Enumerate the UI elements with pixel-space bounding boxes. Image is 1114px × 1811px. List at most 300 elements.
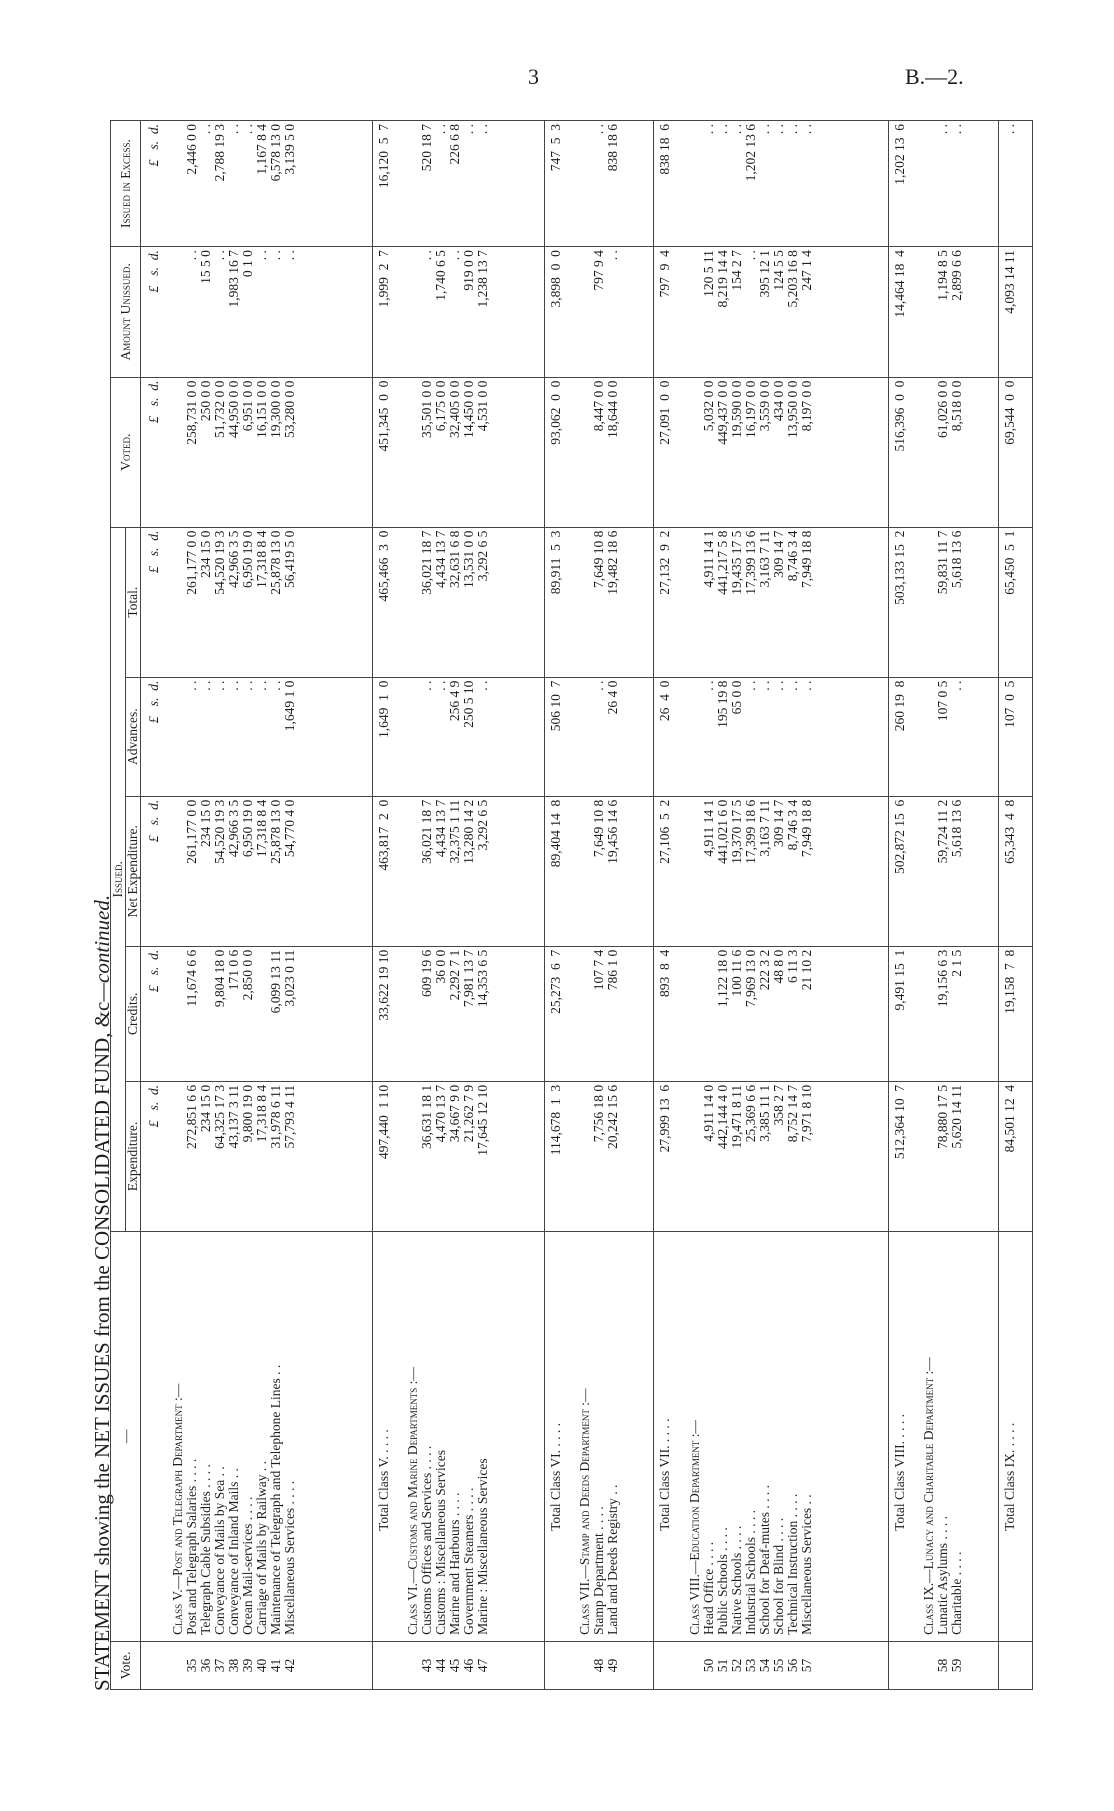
net-expenditure-value: 4,911 14 1	[700, 799, 716, 857]
credits-values	[922, 946, 998, 1081]
excess-values	[578, 121, 654, 247]
advances-value: . .	[475, 680, 491, 691]
expenditure-value: 272,851 6 6	[184, 1084, 200, 1150]
unissued-values	[922, 247, 998, 378]
item-name: Stamp Department . . . .	[591, 1506, 607, 1635]
total-values	[578, 527, 654, 677]
expenditure-value: 8,752 14 7	[784, 1084, 800, 1143]
total-vote-blank	[889, 1641, 923, 1689]
voted-value: 6,175 0 0	[433, 380, 449, 432]
total-vote-blank	[545, 1641, 579, 1689]
vote-number: 35	[184, 1658, 200, 1673]
advances-value: . .	[756, 680, 772, 691]
units-voted: £ s. d.	[141, 377, 172, 527]
item-name: Government Steamers . . . .	[461, 1487, 477, 1635]
vote-number: 56	[784, 1658, 800, 1673]
class-total-advances: 506 10 7	[545, 677, 579, 796]
excess-value: 3,139 5 0	[282, 124, 298, 175]
class-total-excess: 747 5 3	[545, 121, 579, 247]
class-total-excess: 838 18 6	[654, 121, 688, 247]
voted-value: 14,450 0 0	[461, 380, 477, 438]
header-net-expenditure: Net Expenditure.	[126, 796, 141, 946]
expenditure-value: 3,385 11 1	[756, 1084, 772, 1142]
expenditure-value: 21,262 7 9	[461, 1084, 477, 1143]
class-total-row	[889, 121, 923, 1690]
unissued-value: 919 0 0	[461, 250, 477, 291]
expenditure-value: 20,242 15 6	[605, 1084, 621, 1150]
excess-value: 6,578 13 0	[268, 124, 284, 182]
class-items	[406, 1231, 544, 1641]
class-total-credits: 33,622 19 10	[372, 946, 406, 1081]
voted-value: 19,300 0 0	[268, 380, 284, 438]
value-spacer	[688, 250, 702, 374]
value-spacer	[406, 950, 420, 1078]
advances-value: . .	[433, 680, 449, 691]
total-value: 3,163 7 11	[756, 530, 772, 588]
advances-value: . .	[784, 680, 800, 691]
unissued-value: 0 1 0	[240, 250, 256, 278]
total-value: 309 14 7	[770, 530, 786, 578]
credits-value: 48 8 0	[770, 949, 786, 984]
advances-value: . .	[254, 680, 270, 691]
voted-value: 61,026 0 0	[935, 380, 951, 438]
value-spacer	[688, 800, 702, 943]
value-spacer	[171, 124, 185, 243]
value-spacer	[922, 1085, 936, 1228]
class-total-voted: 27,091 0 0	[654, 377, 688, 527]
net-expenditure-values	[688, 796, 889, 946]
class-total-advances: 260 19 8	[889, 677, 923, 796]
net-expenditure-value: 32,375 1 11	[447, 799, 463, 864]
vote-number: 50	[700, 1658, 716, 1673]
class-total-unissued: 1,999 2 7	[372, 247, 406, 378]
advances-values	[688, 677, 889, 796]
excess-value: . .	[700, 124, 716, 135]
value-spacer	[171, 381, 185, 524]
item-name: Customs : Miscellaneous Services	[433, 1450, 449, 1635]
value-spacer	[688, 950, 702, 1078]
total-value: 17,318 8 4	[254, 530, 270, 588]
advances-value: . .	[240, 680, 256, 691]
total-value: 42,966 3 5	[226, 530, 242, 588]
value-spacer	[688, 1085, 702, 1228]
total-value: 441,217 5 8	[714, 530, 730, 595]
unissued-value: . .	[742, 250, 758, 261]
unissued-value: 15 5 0	[198, 250, 214, 284]
class-heading: Class V.—Post and Telegraph Department :—	[170, 1383, 186, 1635]
vote-numbers	[406, 1641, 544, 1689]
advances-value: 256 4 9	[447, 680, 463, 722]
vote-numbers	[688, 1641, 889, 1689]
credits-value: 14,353 6 5	[475, 949, 491, 1008]
vote-number: 52	[728, 1658, 744, 1673]
advances-values	[171, 677, 372, 796]
value-spacer	[688, 381, 702, 524]
class-total-total: 27,132 9 2	[654, 527, 688, 677]
value-spacer	[922, 124, 936, 243]
credits-values	[171, 946, 372, 1081]
net-expenditure-value: 59,724 11 2	[935, 799, 951, 864]
excess-value: 1,202 13 6	[742, 124, 758, 182]
expenditure-value: 25,369 6 6	[742, 1084, 758, 1143]
excess-value: 520 18 7	[419, 124, 435, 172]
value-spacer	[171, 681, 185, 793]
units-blank-item	[141, 1231, 172, 1641]
excess-value: . .	[949, 124, 965, 135]
total-values	[688, 527, 889, 677]
credits-value: 1,122 18 0	[714, 949, 730, 1008]
class-total-excess: 1,202 13 6	[889, 121, 923, 247]
unissued-value: 1,238 13 7	[475, 250, 491, 308]
unissued-value: 124 5 5	[770, 250, 786, 291]
expenditure-values	[406, 1081, 544, 1231]
item-name: Maintenance of Telegraph and Telephone Lines . .	[268, 1364, 284, 1635]
net-expenditure-value: 3,292 6 5	[475, 799, 491, 851]
advances-value: . .	[198, 680, 214, 691]
total-value: 7,649 10 8	[591, 530, 607, 588]
net-expenditure-value: 441,021 6 0	[714, 799, 730, 864]
net-expenditure-value: 13,280 14 2	[461, 799, 477, 864]
vote-spacer	[171, 1645, 185, 1686]
item-name: Ocean Mail-services . . . .	[240, 1496, 256, 1635]
credits-values	[578, 946, 654, 1081]
value-spacer	[688, 681, 702, 793]
net-expenditure-value: 5,618 13 6	[949, 799, 965, 858]
advances-value: 250 5 10	[461, 680, 477, 728]
class-items	[688, 1231, 889, 1641]
unissued-value: . .	[419, 250, 435, 261]
unissued-value: . .	[447, 250, 463, 261]
class-block-row	[578, 121, 654, 1690]
vote-number: 46	[461, 1658, 477, 1673]
excess-value: 2,788 19 3	[212, 124, 228, 182]
voted-values	[578, 377, 654, 527]
statement-title-continued: —continued.	[90, 894, 114, 1002]
expenditure-value: 4,470 13 7	[433, 1084, 449, 1143]
net-expenditure-values	[578, 796, 654, 946]
units-advances: £ s. d.	[141, 677, 172, 796]
value-spacer	[171, 531, 185, 674]
vote-number: 48	[591, 1658, 607, 1673]
class-total-unissued: 3,898 0 0	[545, 247, 579, 378]
advances-value: . .	[226, 680, 242, 691]
advances-value: . .	[591, 680, 607, 691]
vote-spacer	[578, 1645, 592, 1686]
item-name: Public Schools . . . .	[714, 1527, 730, 1635]
credits-value: 11,674 6 6	[184, 949, 200, 1007]
class-total-voted: 516,396 0 0	[889, 377, 923, 527]
credits-value: 3,023 0 11	[282, 949, 298, 1007]
net-expenditure-value: 234 15 0	[198, 799, 214, 848]
class-items	[578, 1231, 654, 1641]
vote-number: 38	[226, 1658, 242, 1673]
class-total-row	[372, 121, 406, 1690]
document-reference: B.—2.	[905, 64, 964, 89]
expenditure-value: 234 15 0	[198, 1084, 214, 1133]
expenditure-value: 36,631 18 1	[419, 1084, 435, 1150]
vote-number: 54	[756, 1658, 772, 1673]
credits-value: 222 3 2	[756, 949, 772, 991]
net-expenditure-value: 7,649 10 8	[591, 799, 607, 858]
unissued-value: 5,203 16 8	[784, 250, 800, 308]
class-total-net-expenditure: 502,872 15 6	[889, 796, 923, 946]
excess-values	[171, 121, 372, 247]
class-total-label: Total Class VIII. . . . .	[889, 1231, 923, 1641]
excess-values	[922, 121, 998, 247]
header-vote: Vote.	[111, 1641, 141, 1689]
expenditure-value: 7,756 18 0	[591, 1084, 607, 1143]
voted-values	[688, 377, 889, 527]
class-total-label: Total Class IX. . . . .	[998, 1231, 1032, 1641]
item-name: Marine : Miscellaneous Services	[475, 1458, 491, 1635]
expenditure-value: 78,880 17 5	[935, 1084, 951, 1150]
vote-number: 59	[949, 1658, 965, 1673]
total-values	[406, 527, 544, 677]
class-total-credits: 9,491 15 1	[889, 946, 923, 1081]
voted-value: 13,950 0 0	[784, 380, 800, 438]
net-expenditure-value: 4,434 13 7	[433, 799, 449, 858]
units-unissued: £ s. d.	[141, 247, 172, 378]
class-heading: Class VI.—Customs and Marine Departments :—	[405, 1367, 421, 1635]
net-expenditure-value: 17,399 18 6	[742, 799, 758, 864]
excess-value: . .	[935, 124, 951, 135]
class-total-credits: 25,273 6 7	[545, 946, 579, 1081]
voted-value: 32,405 0 0	[447, 380, 463, 438]
vote-number: 55	[770, 1658, 786, 1673]
advances-value: . .	[184, 680, 200, 691]
class-total-net-expenditure: 89,404 14 8	[545, 796, 579, 946]
item-name: Marine and Harbours . . . .	[447, 1492, 463, 1635]
value-spacer	[922, 381, 936, 524]
class-total-label: Total Class V. . . . .	[372, 1231, 406, 1641]
class-total-advances: 107 0 5	[998, 677, 1032, 796]
value-spacer	[578, 800, 592, 943]
credits-value: 609 19 6	[419, 949, 435, 998]
value-spacer	[578, 1085, 592, 1228]
vote-spacer	[922, 1645, 936, 1686]
advances-value: . .	[268, 680, 284, 691]
total-value: 234 15 0	[198, 530, 214, 578]
net-expenditure-value: 25,878 13 0	[268, 799, 284, 864]
units-total: £ s. d.	[141, 527, 172, 677]
net-expenditure-values	[406, 796, 544, 946]
item-name: Lunatic Asylums . . . .	[935, 1516, 951, 1635]
advances-values	[922, 677, 998, 796]
vote-spacer	[688, 1645, 702, 1686]
class-block-row	[922, 121, 998, 1690]
excess-value: . .	[591, 124, 607, 135]
excess-value: . .	[461, 124, 477, 135]
total-value: 4,434 13 7	[433, 530, 449, 588]
voted-value: 19,590 0 0	[728, 380, 744, 438]
class-total-excess: 16,120 5 7	[372, 121, 406, 247]
header-unissued: Amount Unissued.	[111, 247, 141, 378]
header-row-1	[111, 121, 126, 1690]
excess-value: . .	[798, 124, 814, 135]
expenditure-value: 17,318 8 4	[254, 1084, 270, 1143]
expenditure-value: 4,911 14 0	[700, 1084, 716, 1142]
voted-value: 250 0 0	[198, 380, 214, 422]
item-name: Technical Instruction . . . .	[784, 1493, 800, 1635]
header-voted: Voted.	[111, 377, 141, 527]
units-excess: £ s. d.	[141, 121, 172, 247]
unissued-value: . .	[268, 250, 284, 261]
credits-value: 107 7 4	[591, 949, 607, 991]
excess-value: . .	[756, 124, 772, 135]
vote-spacer	[406, 1645, 420, 1686]
voted-value: 16,197 0 0	[742, 380, 758, 438]
total-vote-blank	[372, 1641, 406, 1689]
advances-value: . .	[770, 680, 786, 691]
value-spacer	[406, 124, 420, 243]
class-total-expenditure: 27,999 13 6	[654, 1081, 688, 1231]
value-spacer	[406, 381, 420, 524]
unissued-value: 8,219 14 4	[714, 250, 730, 308]
excess-value: 838 18 6	[605, 124, 621, 172]
voted-values	[406, 377, 544, 527]
voted-values	[922, 377, 998, 527]
credits-value: 19,156 6 3	[935, 949, 951, 1008]
voted-value: 5,032 0 0	[700, 380, 716, 432]
total-value: 17,399 13 6	[742, 530, 758, 595]
item-name: Head Office . . . .	[700, 1541, 716, 1635]
voted-value: 449,437 0 0	[714, 380, 730, 445]
unissued-values	[688, 247, 889, 378]
advances-value: . .	[742, 680, 758, 691]
value-spacer	[578, 950, 592, 1078]
expenditure-value: 34,667 9 0	[447, 1084, 463, 1143]
unissued-value: 1,740 6 5	[433, 250, 449, 301]
item-name: Charitable . . . .	[949, 1551, 965, 1635]
expenditure-value: 43,137 3 11	[226, 1084, 242, 1149]
unissued-value: 247 1 4	[798, 250, 814, 291]
expenditure-value: 7,971 8 10	[798, 1084, 814, 1143]
net-expenditure-values	[922, 796, 998, 946]
credits-value: 171 0 6	[226, 949, 242, 991]
class-total-total: 465,466 3 0	[372, 527, 406, 677]
class-total-net-expenditure: 463,817 2 0	[372, 796, 406, 946]
total-value: 25,878 13 0	[268, 530, 284, 595]
voted-value: 53,280 0 0	[282, 380, 298, 438]
advances-value: . .	[212, 680, 228, 691]
excess-value: . .	[770, 124, 786, 135]
value-spacer	[578, 681, 592, 793]
value-spacer	[171, 950, 185, 1078]
rotated-table-wrapper	[110, 120, 1033, 1690]
total-value: 3,292 6 5	[475, 530, 491, 582]
class-heading: Class VII.—Stamp and Deeds Department :—	[577, 1388, 593, 1635]
expenditure-values	[578, 1081, 654, 1231]
item-name: Miscellaneous Services . . . .	[282, 1480, 298, 1635]
units-net-expenditure: £ s. d.	[141, 796, 172, 946]
header-item: —	[111, 1231, 141, 1641]
net-expenditure-values	[171, 796, 372, 946]
class-total-unissued: 14,464 18 4	[889, 247, 923, 378]
advances-value: . .	[419, 680, 435, 691]
class-total-voted: 93,062 0 0	[545, 377, 579, 527]
class-total-total: 89,911 5 3	[545, 527, 579, 677]
value-spacer	[922, 800, 936, 943]
expenditure-values	[171, 1081, 372, 1231]
item-name: Customs Offices and Services . . . .	[419, 1445, 435, 1635]
unissued-values	[171, 247, 372, 378]
vote-number: 39	[240, 1658, 256, 1673]
class-total-advances: 1,649 1 0	[372, 677, 406, 796]
vote-number: 53	[742, 1658, 758, 1673]
class-total-advances: 26 4 0	[654, 677, 688, 796]
total-value: 8,746 3 4	[784, 530, 800, 582]
item-name: Industrial Schools . . . .	[742, 1510, 758, 1635]
net-expenditure-value: 19,370 17 5	[728, 799, 744, 864]
total-value: 32,631 6 8	[447, 530, 463, 588]
voted-value: 4,531 0 0	[475, 380, 491, 432]
vote-numbers	[922, 1641, 998, 1689]
class-block-row	[171, 121, 372, 1690]
class-total-credits: 19,158 7 8	[998, 946, 1032, 1081]
net-expenditure-value: 42,966 3 5	[226, 799, 242, 858]
credits-value: 6,099 13 11	[268, 949, 284, 1014]
class-items	[171, 1231, 372, 1641]
unissued-value: . .	[254, 250, 270, 261]
page-number: 3	[528, 64, 539, 89]
voted-value: 8,197 0 0	[798, 380, 814, 432]
excess-values	[688, 121, 889, 247]
voted-value: 16,151 0 0	[254, 380, 270, 438]
vote-number: 41	[268, 1658, 284, 1673]
credits-value	[702, 950, 716, 1078]
excess-value: . .	[728, 124, 744, 135]
vote-numbers	[171, 1641, 372, 1689]
expenditure-value: 19,471 8 11	[728, 1084, 744, 1149]
value-spacer	[578, 381, 592, 524]
credits-value: 7,969 13 0	[742, 949, 758, 1008]
net-expenditure-value: 7,949 18 8	[798, 799, 814, 858]
unissued-value: 154 2 7	[728, 250, 744, 291]
value-spacer	[406, 250, 420, 374]
total-values	[922, 527, 998, 677]
expenditure-value: 9,800 19 0	[240, 1084, 256, 1143]
value-spacer	[171, 250, 185, 374]
unissued-value: . .	[212, 250, 228, 261]
class-total-expenditure: 512,364 10 7	[889, 1081, 923, 1231]
class-total-label: Total Class VI. . . . .	[545, 1231, 579, 1641]
item-name: Miscellaneous Services . .	[798, 1494, 814, 1635]
voted-value: 434 0 0	[770, 380, 786, 422]
total-value: 56,419 5 0	[282, 530, 298, 588]
advances-value: . .	[798, 680, 814, 691]
item-name: Telegraph Cable Subsidies . . . .	[198, 1464, 214, 1635]
unissued-value: 1,983 16 7	[226, 250, 242, 308]
class-total-row	[654, 121, 688, 1690]
net-expenditure-value: 3,163 7 11	[756, 799, 772, 857]
class-total-expenditure: 497,440 1 10	[372, 1081, 406, 1231]
units-expenditure: £ s. d.	[141, 1081, 172, 1231]
total-vote-blank	[998, 1641, 1032, 1689]
net-expenditure-value: 36,021 18 7	[419, 799, 435, 864]
expenditure-value: 17,645 12 10	[475, 1084, 491, 1156]
voted-value: 6,951 0 0	[240, 380, 256, 432]
credits-value: 2,850 0 0	[240, 949, 256, 1001]
header-advances: Advances.	[126, 677, 141, 796]
unissued-value: . .	[605, 250, 621, 261]
value-spacer	[578, 531, 592, 674]
class-total-credits: 893 8 4	[654, 946, 688, 1081]
expenditure-value: 31,978 6 11	[268, 1084, 284, 1149]
credits-value	[199, 950, 213, 1078]
value-spacer	[406, 531, 420, 674]
credits-values	[688, 946, 889, 1081]
voted-value: 44,950 0 0	[226, 380, 242, 438]
